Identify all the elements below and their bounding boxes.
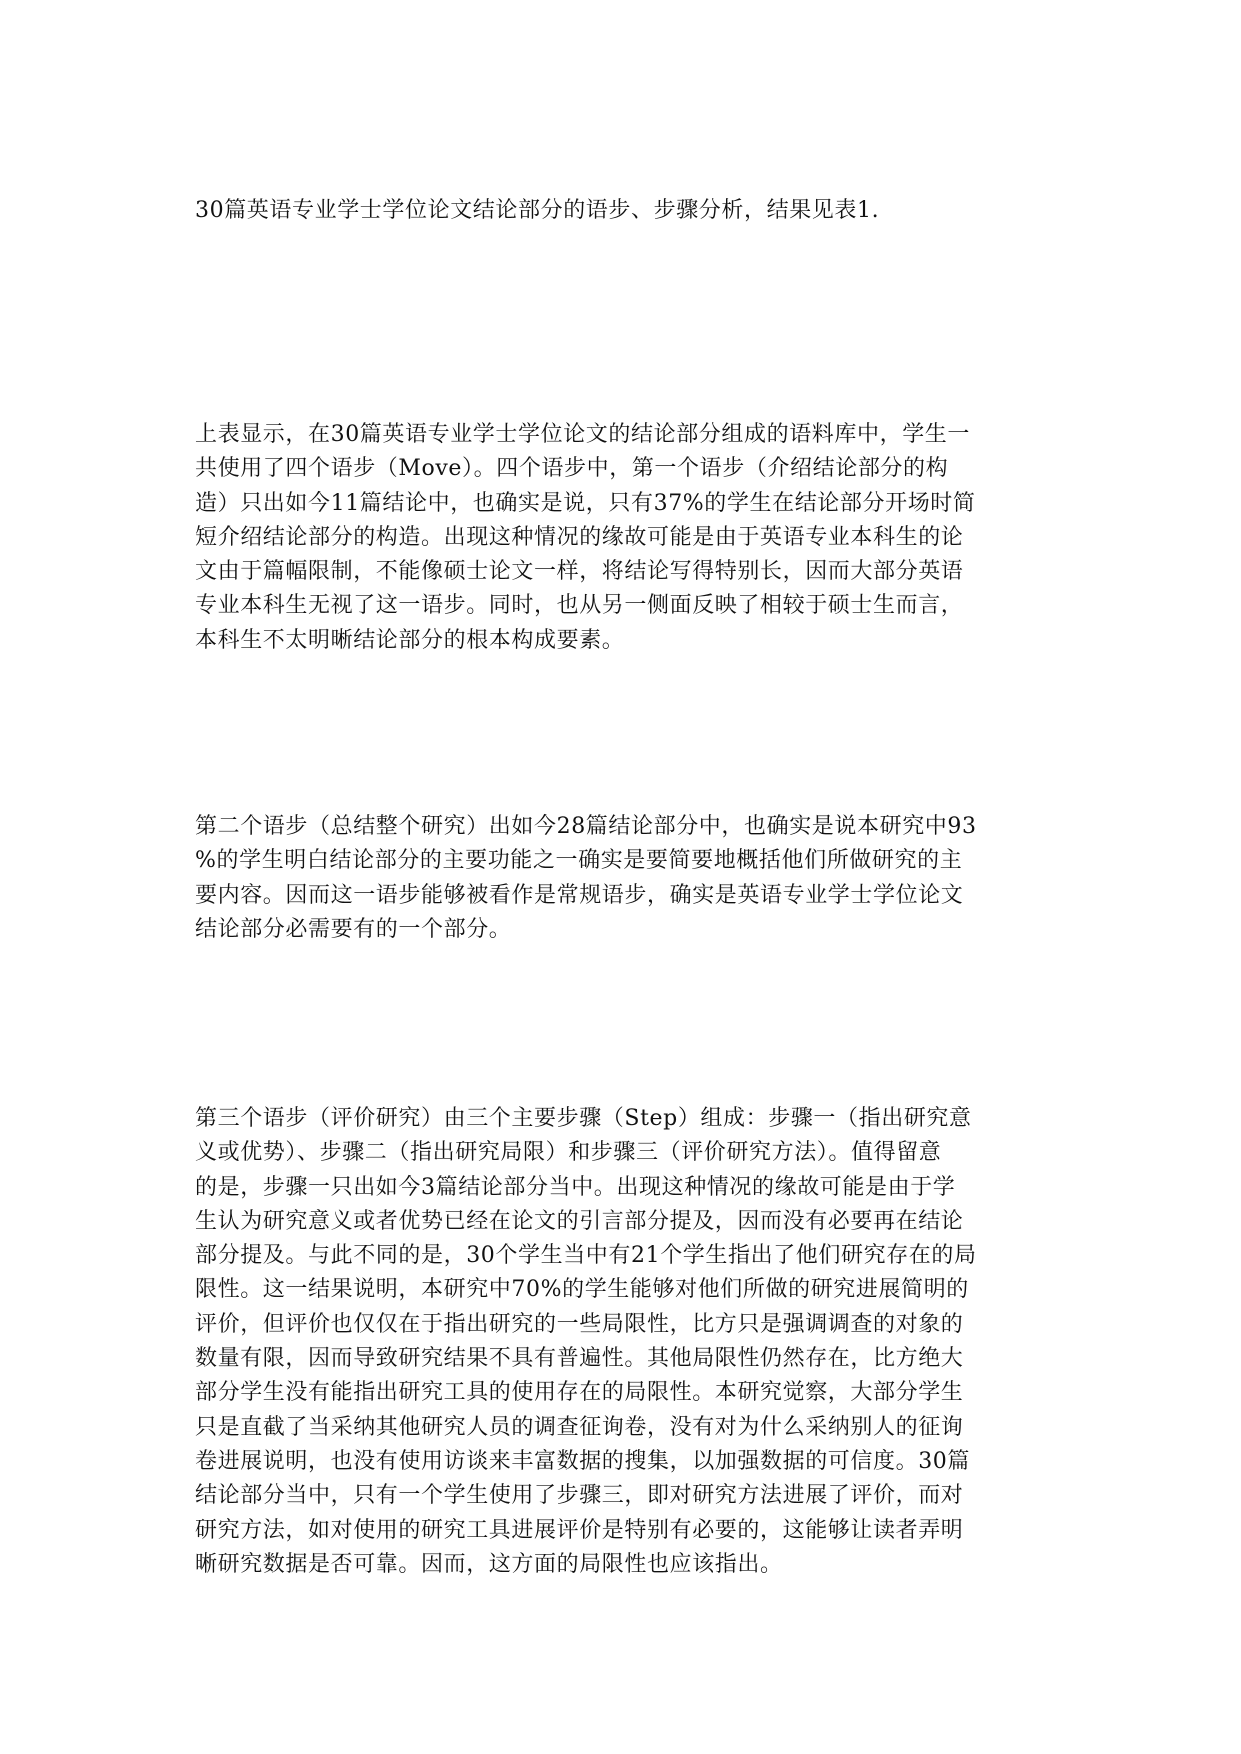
paragraph-intro: 30篇英语专业学士学位论文结论部分的语步、步骤分析，结果见表1.: [195, 198, 880, 223]
paragraph-move-one: 上表显示，在30篇英语专业学士学位论文的结论部分组成的语料库中，学生一 共使用了四个语步（Move）。四个语步中，第一个语步（介绍结论部分的构 造）只出如今11篇结论中，也确实是说，只有37%的学生在结论部分开场时简 短介绍结论部分的构造。出现这种情况的缘故可能是由于英语专业本科生的论 文由于篇幅限制，不能像硕士论文一样，将结论写得特别长，因而大部分英语 专业本科生无视了这一语步。同时，也从另一侧面反映了相较于硕士生而言， 本科生不太明晰结论部分的根本构成要素。: [195, 422, 976, 653]
paragraph-move-two: 第二个语步（总结整个研究）出如今28篇结论部分中，也确实是说本研究中93 %的学生明白结论部分的主要功能之一确实是要简要地概括他们所做研究的主 要内容。因而这一语步能够被看作是常规语步，确实是英语专业学士学位论文 结论部分必需要有的一个部分。: [195, 814, 977, 942]
paragraph-move-three: 第三个语步（评价研究）由三个主要步骤（Step）组成：步骤一（指出研究意 义或优势）、步骤二（指出研究局限）和步骤三（评价研究方法）。值得留意 的是，步骤一只出如今3篇结论部分当中。出现这种情况的缘故可能是由于学 生认为研究意义或者优势已经在论文的引言部分提及，因而没有必要再在结论 部分提及。与此不同的是，30个学生当中有21个学生指出了他们研究存在的局 限性。这一结果说明，本研究中70%的学生能够对他们所做的研究进展简明的 评价，但评价也仅仅在于指出研究的一些局限性，比方只是强调调查的对象的 数量有限，因而导致研究结果不具有普遍性。其他局限性仍然存在，比方绝大 部分学生没有能指出研究工具的使用存在的局限性。本研究觉察，大部分学生 只是直截了当采纳其他研究人员的调查征询卷，没有对为什么采纳别人的征询 卷进展说明，也没有使用访谈来丰富数据的搜集，以加强数据的可信度。30篇 结论部分当中，只有一个学生使用了步骤三，即对研究方法进展了评价，而对 研究方法，如对使用的研究工具进展评价是特别有必要的，这能够让读者弄明 晰研究数据是否可靠。因而，这方面的局限性也应该指出。: [195, 1106, 977, 1577]
